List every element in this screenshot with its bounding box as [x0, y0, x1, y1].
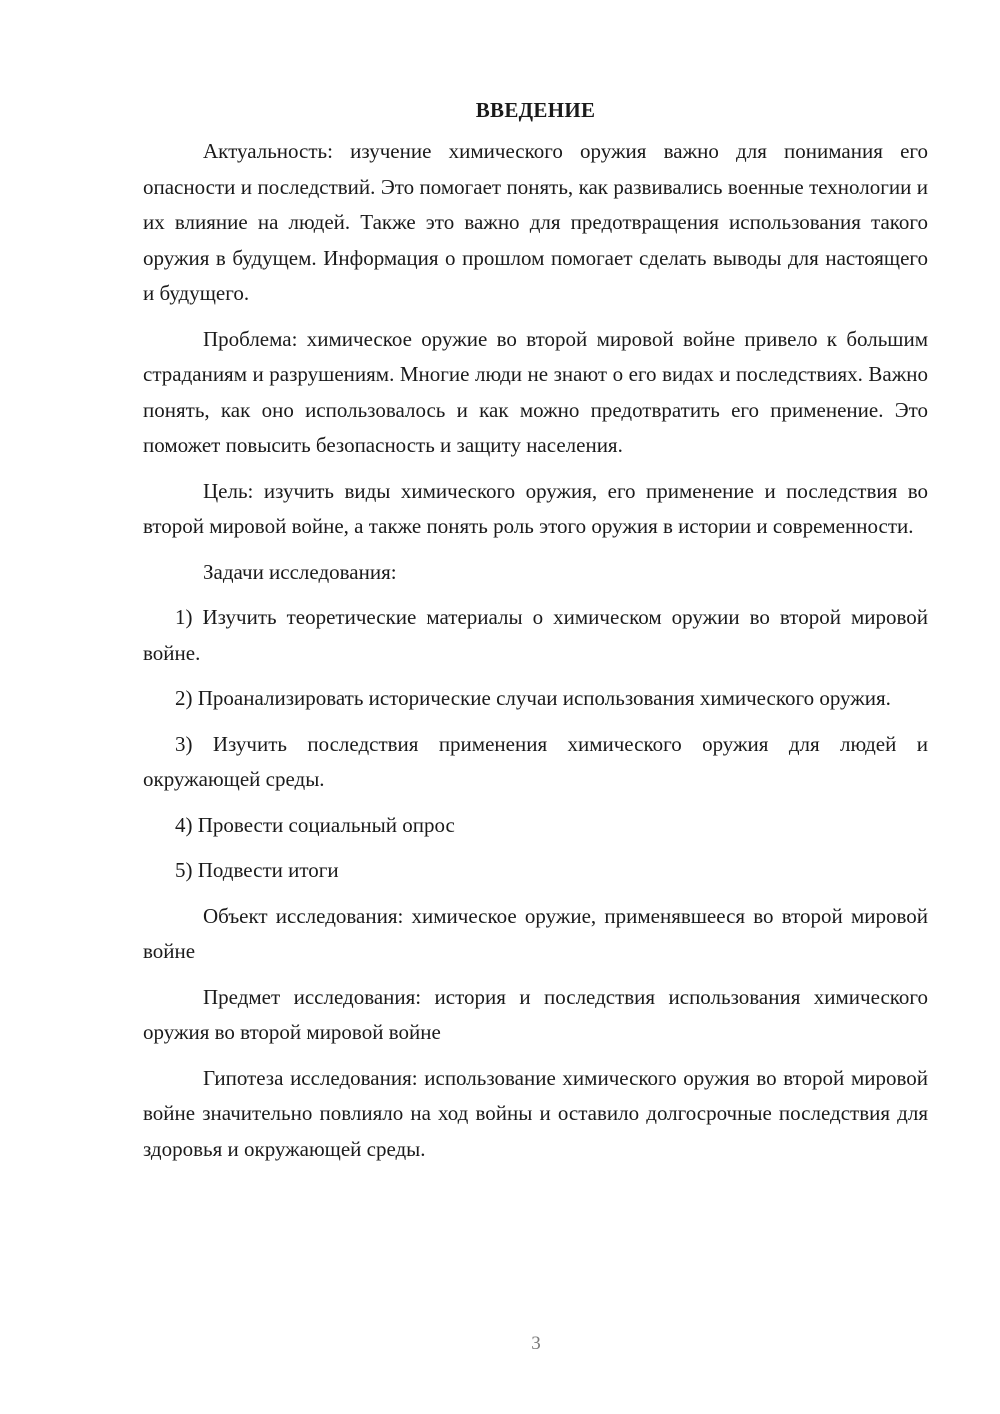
page-number: 3: [531, 1333, 541, 1354]
task-item-2: 2) Проанализировать исторические случаи использования химического оружия.: [175, 686, 891, 710]
object-paragraph: Объект исследования: химическое оружие, применявшееся во второй мировой войне: [143, 903, 928, 963]
goal-paragraph: Цель: изучить виды химического оружия, его применение и последствия во второй мировой войне, а также понять роль этого оружия в истории и современности.: [143, 478, 928, 538]
relevance-paragraph: Актуальность: изучение химического оружия важно для понимания его опасности и последствий. Это помогает понять, как развивались военные технологии и их влияние на людей. Также это важно для предотвращения использования такого оружия в будущем. Информация о прошлом помогает сделать выводы для настоящего и будущего.: [143, 139, 928, 305]
hypothesis-paragraph: Гипотеза исследования: использование химического оружия во второй мировой войне значительно повлияло на ход войны и оставило долгосрочные последствия для здоровья и окружающей среды.: [143, 1065, 928, 1161]
problem-paragraph: Проблема: химическое оружие во второй мировой войне привело к большим страданиям и разрушениям. Многие люди не знают о его видах и последствиях. Важно понять, как оно использовалось и как можно предотвратить его применение. Это поможет повысить безопасность и защиту населения.: [143, 326, 928, 457]
section-heading: ВВЕДЕНИЕ: [475, 98, 596, 122]
task-item-3: 3) Изучить последствия применения химического оружия для людей и окружающей среды.: [143, 731, 928, 791]
task-item-5: 5) Подвести итоги: [175, 858, 339, 882]
document-page: [143, 92, 928, 1177]
task-item-1: 1) Изучить теоретические материалы о химическом оружии во второй мировой войне.: [143, 605, 928, 665]
subject-paragraph: Предмет исследования: история и последствия использования химического оружия во второй мировой войне: [143, 984, 928, 1044]
tasks-title: Задачи исследования:: [203, 559, 397, 584]
task-item-4: 4) Провести социальный опрос: [175, 812, 455, 837]
